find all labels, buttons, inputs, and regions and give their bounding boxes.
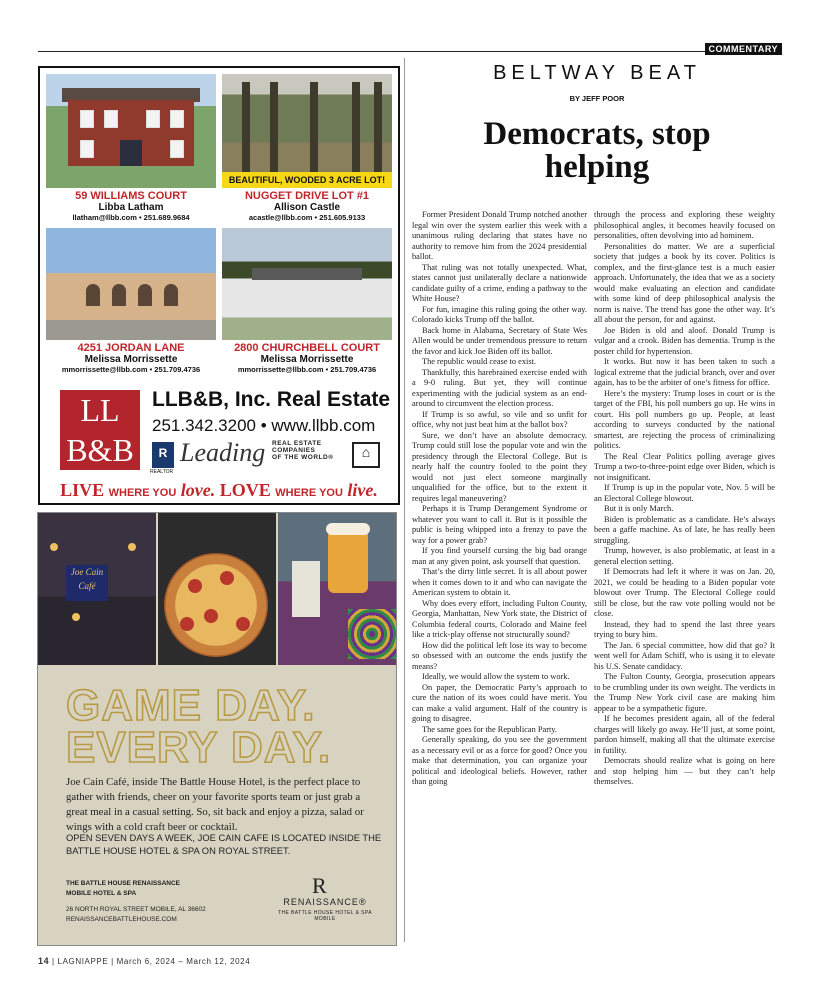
- company-name: LLB&B, Inc. Real Estate: [152, 388, 391, 411]
- house-photo-jordan: [46, 228, 216, 340]
- live-tagline: LIVE WHERE YOU love. LOVE WHERE YOU live.: [60, 480, 378, 500]
- section-tag: COMMENTARY: [705, 43, 783, 55]
- article-column-2: through the process and exploring these weighty philosophical angles, it becomes heavily focused on personalities, often devolving into ad hominem. Personalities do matter. We are a superficial society that judges a book by its cover. Politics is complex, and the first-glance test is a much easier approach. Unfortunately, the idea that we as a society would make evaluating an election and candidate with some kind of deep philosophical analysis the norm is naive. The trend has gone the other way. It’s all about the person, for and against. Joe Biden is old and aloof. Donald Trump is vulgar and a crook. Biden has dementia. Trump is the poster child for hypertension. It works. But now it has been taken to such a logical extreme that the judicial branch, over and over again, has to be the arbiter of one’s fitness for office. Here’s the mystery: Trump loses in court or is the target of the FBI, his poll numbers go up. He wins in court. His poll numbers go up. People, at least according to surveys conducted by the national smartest, are rejecting the process of criminalizing politics. The Real Clear Politics polling average gives Trump a two-to-three-point edge over Biden, which is not insignificant. If Trump is up in the popular vote, Nov. 5 will be an Electoral College blowout. But it is only March. Biden is problematic as a candidate. He’s always been a gaffe machine. As of late, he has really been struggling. Trump, however, is also problematic, at least in a general election setting. If Democrats had left it where it was on Jan. 20, 2021, we could be heading to a Biden popular vote blowout over Trump. The Electoral College could still be close, but the raw vote polling would not be close. Instead, they had to spend the last three years trying to bury him. The Jan. 6 special committee, how did that go? It went well for Adam Schiff, who is using it to elevate his U.S. Senate candidacy. The Fulton County, Georgia, prosecution appears to be crumbling under its own weight. The verdicts in the Trump New York civil case are making him appear to be a sympathetic figure. If he becomes president again, all of the federal charges will likely go away. He’ll just, at some point, pardon himself, making all that the ultimate exercise in futility. Democrats should realize what is going on here and stop helping him — but they can’t help themselves.: [594, 210, 775, 786]
- listing-address: 59 WILLIAMS COURT: [75, 190, 187, 202]
- listing-contact: mmorrissette@llbb.com • 251.709.4736: [237, 365, 377, 374]
- renaissance-logo-icon: R: [312, 873, 327, 898]
- company-phone-web[interactable]: 251.342.3200 • www.llbb.com: [152, 416, 376, 435]
- game-day-headline: GAME DAY. EVERY DAY.: [66, 681, 332, 772]
- listing-contact: llatham@llbb.com • 251.689.9684: [72, 213, 190, 222]
- leading-rec-text: REAL ESTATE COMPANIES OF THE WORLD®: [272, 440, 334, 461]
- hotel-website[interactable]: RENAISSANCEBATTLEHOUSE.COM: [66, 916, 177, 923]
- listing-caption: [222, 342, 392, 374]
- house-photo-churchbell: [222, 228, 392, 340]
- pizza-photo: [158, 513, 276, 665]
- listing-agent: Melissa Morrissette: [84, 354, 178, 365]
- equal-housing-icon: ⌂: [352, 442, 380, 468]
- listing-caption: [222, 190, 392, 222]
- column-divider: [404, 58, 405, 942]
- house-photo-williams: [46, 74, 216, 188]
- page-footer: 14 | LAGNIAPPE | March 6, 2024 – March 12, 2024: [38, 956, 251, 966]
- joe-cain-ad[interactable]: [37, 512, 397, 946]
- byline: BY JEFF POOR: [569, 94, 625, 103]
- renaissance-subtitle: THE BATTLE HOUSE HOTEL & SPA MOBILE: [278, 910, 372, 922]
- listing-contact: mmorrissette@llbb.com • 251.709.4736: [61, 365, 201, 374]
- cafe-awning: Joe Cain Café: [66, 565, 108, 601]
- cafe-exterior-photo: [38, 513, 156, 665]
- page-number: 14: [38, 956, 50, 966]
- hotel-name: THE BATTLE HOUSE RENAISSANCE MOBILE HOTEL & SPA: [66, 880, 180, 897]
- beer-photo: [278, 513, 396, 665]
- lot-banner: BEAUTIFUL, WOODED 3 ACRE LOT!: [222, 172, 392, 188]
- article-column-1: Former President Donald Trump notched another legal win over the system earlier this week with a unanimous ruling declaring that states have no authority to remove him from the 2024 presidential ballot. That ruling was not totally unexpected. What, states cannot just unilaterally declare a nationwide candidate guilty of a crime, ending a pathway to the White House? For fun, imagine this ruling going the other way. Colorado kicks Trump off the ballot. Back home in Alabama, Secretary of State Wes Allen would be under tremendous pressure to return the favor and kick Joe Biden off its ballot. The republic would cease to exist. Thankfully, this harebrained exercise ended with a 9-0 ruling. But yet, they will continue experimenting with the judicial system as an end-around to circumvent the election process. If Trump is so awful, so vile and so unfit for office, why not just beat him at the ballot box? Sure, we don’t have an absolute democracy. Trump could still lose the popular vote and win the presidency through the Electoral College. But is nearly half the country fooled to the point they would not just elect someone marginally unqualified for the office, but to the extent it requires legal maneuvering? Perhaps it is Trump Derangement Syndrome or whatever you want to call it. But is it possible the public is being whipped into a frenzy to pave the way for a power grab? If you find yourself cursing the big bad orange man at any given point, ask yourself that question. That’s the dirty little secret. It is all about power when it comes down to it and who can navigate the American system to obtain it. Why does every effort, including Fulton County, Georgia, Manhattan, New York state, the District of Columbia federal courts, Colorado and Maine feel like a trick-play offense not structurally sound? How did the political left lose its way to become so obsessed with an outcome the ends justify the means? Ideally, we would allow the system to work. On paper, the Democratic Party’s approach to cure the nation of its woes could have merit. You can make a valid argument. Half of the country is going to disagree. The same goes for the Republican Party. Generally speaking, do you see the government as a necessary evil or as a force for good? Once you make that determination, you can organize your political and ideological beliefs. However, rather than going: [412, 210, 587, 786]
- listing-agent: Melissa Morrissette: [260, 354, 354, 365]
- cafe-hours: OPEN SEVEN DAYS A WEEK, JOE CAIN CAFE IS LOCATED INSIDE THE BATTLE HOUSE HOTEL & SPA ON ROYAL STREET.: [66, 832, 382, 856]
- listing-address: 2800 CHURCHBELL COURT: [234, 342, 380, 354]
- listing-agent: Allison Castle: [273, 202, 341, 213]
- listing-agent: Libba Latham: [98, 202, 164, 213]
- llbb-logo: LL B&B: [60, 390, 140, 470]
- article-headline: Democrats, stop helping: [483, 116, 711, 185]
- real-estate-ad[interactable]: [38, 66, 400, 505]
- renaissance-brand: RENAISSANCE®: [283, 897, 367, 907]
- realtor-label: REALTOR: [150, 469, 174, 475]
- publication-name: LAGNIAPPE: [57, 957, 109, 966]
- listing-address: NUGGET DRIVE LOT #1: [244, 190, 370, 202]
- hotel-address: 26 NORTH ROYAL STREET MOBILE, AL 36602 RENAISSANCEBATTLEHOUSE.COM: [66, 906, 206, 923]
- cafe-description: Joe Cain Café, inside The Battle House Hotel, is the perfect place to gather with friends, cheer on your favorite sports team or just grab a great meal in a casual setting. So, sit back and enjoy a pizza, salad or wings with a cold craft beer or cocktail.: [66, 776, 364, 833]
- realtor-icon: R: [152, 442, 174, 468]
- top-rule: [38, 51, 782, 52]
- listing-contact: acastle@llbb.com • 251.605.9133: [248, 213, 366, 222]
- listing-address: 4251 JORDAN LANE: [77, 342, 185, 354]
- listing-caption: [46, 342, 216, 374]
- listing-caption: [46, 190, 216, 222]
- lot-photo-nugget: [222, 74, 392, 188]
- leading-logo: Leading: [180, 438, 266, 467]
- issue-dates: March 6, 2024 – March 12, 2024: [116, 957, 251, 966]
- column-kicker: BELTWAY BEAT: [493, 62, 701, 84]
